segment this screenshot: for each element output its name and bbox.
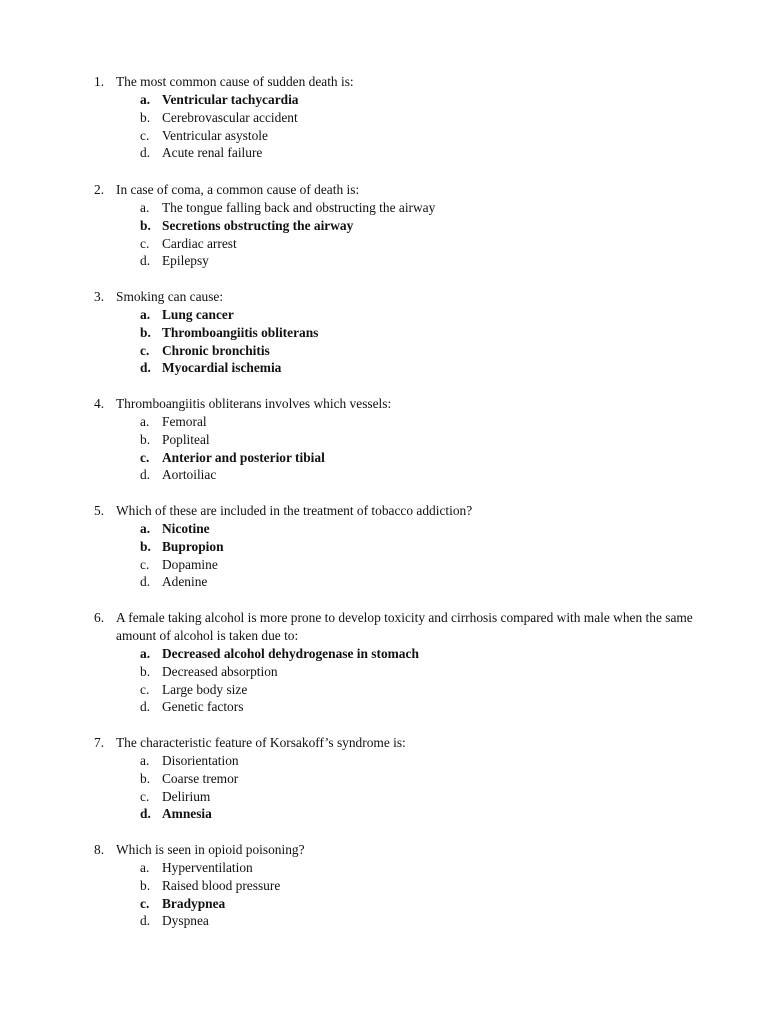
question-stem xyxy=(94,609,694,645)
option-b xyxy=(140,538,694,556)
question-text: Smoking can cause: xyxy=(116,289,224,304)
option-letter: c. xyxy=(140,235,150,251)
option-letter: b. xyxy=(140,217,151,233)
question-4 xyxy=(94,395,694,484)
option-text: The tongue falling back and obstructing the airway xyxy=(162,200,436,215)
option-text: Bupropion xyxy=(162,538,224,554)
option-text: Ventricular tachycardia xyxy=(162,92,299,107)
option-text: Cardiac arrest xyxy=(162,235,237,251)
option-letter: d. xyxy=(140,145,151,161)
option-text: Anterior and posterior tibial xyxy=(162,449,325,465)
question-8 xyxy=(94,841,694,930)
option-c xyxy=(140,342,694,360)
option-d xyxy=(140,698,694,716)
option-b xyxy=(140,324,694,342)
option-text: Femoral xyxy=(162,414,207,429)
option-text: Acute renal failure xyxy=(162,145,263,161)
option-b xyxy=(140,877,694,895)
question-7 xyxy=(94,734,694,823)
option-text: Dyspnea xyxy=(162,913,209,929)
option-letter: c. xyxy=(140,342,150,358)
question-text: Thromboangiitis obliterans involves which vessels: xyxy=(116,396,392,411)
question-2 xyxy=(94,181,694,270)
option-letter: d. xyxy=(140,253,151,269)
option-b xyxy=(140,663,694,681)
option-a xyxy=(140,645,694,663)
question-number: 5. xyxy=(94,503,105,518)
option-letter: c. xyxy=(140,681,150,697)
option-letter: b. xyxy=(140,431,151,447)
option-d xyxy=(140,466,694,484)
option-text: Decreased absorption xyxy=(162,663,278,679)
option-letter: a. xyxy=(140,92,151,107)
option-d xyxy=(140,805,694,823)
question-stem xyxy=(94,502,694,520)
option-text: Lung cancer xyxy=(162,307,234,322)
option-b xyxy=(140,431,694,449)
option-text: Bradypnea xyxy=(162,895,226,911)
option-letter: b. xyxy=(140,663,151,679)
option-text: Aortoiliac xyxy=(162,467,217,483)
question-text: The characteristic feature of Korsakoff’s syndrome is: xyxy=(116,735,406,750)
option-c xyxy=(140,556,694,574)
question-number: 4. xyxy=(94,396,105,411)
question-1 xyxy=(94,73,694,162)
option-a xyxy=(140,91,694,109)
option-c xyxy=(140,449,694,467)
question-stem xyxy=(94,73,694,91)
option-text: Amnesia xyxy=(162,806,212,822)
option-letter: d. xyxy=(140,574,151,590)
option-d xyxy=(140,144,694,162)
option-letter: b. xyxy=(140,538,151,554)
question-5 xyxy=(94,502,694,591)
question-stem xyxy=(94,181,694,199)
option-text: Disorientation xyxy=(162,753,239,768)
option-a xyxy=(140,859,694,877)
option-letter: a. xyxy=(140,860,150,875)
question-stem xyxy=(94,841,694,859)
option-letter: c. xyxy=(140,895,150,911)
option-letter: c. xyxy=(140,449,150,465)
option-d xyxy=(140,912,694,930)
option-text: Large body size xyxy=(162,681,248,697)
question-stem xyxy=(94,734,694,752)
option-text: Decreased alcohol dehydrogenase in stomach xyxy=(162,646,419,661)
question-text: In case of coma, a common cause of death is: xyxy=(116,182,360,197)
option-letter: b. xyxy=(140,770,151,786)
option-text: Thromboangiitis obliterans xyxy=(162,324,319,340)
option-text: Chronic bronchitis xyxy=(162,342,270,358)
option-text: Delirium xyxy=(162,788,211,804)
option-text: Dopamine xyxy=(162,556,218,572)
question-stem xyxy=(94,395,694,413)
question-number: 3. xyxy=(94,289,105,304)
option-letter: d. xyxy=(140,913,151,929)
question-number: 2. xyxy=(94,182,105,197)
option-text: Cerebrovascular accident xyxy=(162,109,298,125)
option-c xyxy=(140,235,694,253)
question-text: A female taking alcohol is more prone to develop toxicity and cirrhosis compared with male when the same amount of alcohol is taken due to: xyxy=(116,610,693,643)
option-d xyxy=(140,359,694,377)
question-stem xyxy=(94,288,694,306)
option-text: Popliteal xyxy=(162,431,210,447)
option-letter: c. xyxy=(140,127,150,143)
option-a xyxy=(140,413,694,431)
option-letter: c. xyxy=(140,556,150,572)
question-number: 6. xyxy=(94,610,105,625)
question-number: 1. xyxy=(94,74,105,89)
option-a xyxy=(140,199,694,217)
option-letter: a. xyxy=(140,200,150,215)
option-text: Raised blood pressure xyxy=(162,877,281,893)
question-3 xyxy=(94,288,694,377)
question-number: 7. xyxy=(94,735,105,750)
option-letter: a. xyxy=(140,414,150,429)
option-a xyxy=(140,752,694,770)
option-d xyxy=(140,573,694,591)
option-c xyxy=(140,788,694,806)
option-text: Coarse tremor xyxy=(162,770,239,786)
option-letter: d. xyxy=(140,806,151,822)
option-text: Hyperventilation xyxy=(162,860,253,875)
option-a xyxy=(140,306,694,324)
option-text: Nicotine xyxy=(162,521,210,536)
question-text: Which is seen in opioid poisoning? xyxy=(116,842,305,857)
question-text: Which of these are included in the treatment of tobacco addiction? xyxy=(116,503,473,518)
option-letter: a. xyxy=(140,646,151,661)
option-letter: d. xyxy=(140,699,151,715)
option-letter: d. xyxy=(140,360,151,376)
option-letter: b. xyxy=(140,877,151,893)
option-letter: a. xyxy=(140,307,151,322)
option-text: Genetic factors xyxy=(162,699,244,715)
question-text: The most common cause of sudden death is: xyxy=(116,74,354,89)
option-text: Secretions obstructing the airway xyxy=(162,217,354,233)
question-number: 8. xyxy=(94,842,105,857)
option-c xyxy=(140,681,694,699)
option-text: Epilepsy xyxy=(162,253,209,269)
option-b xyxy=(140,217,694,235)
option-letter: c. xyxy=(140,788,150,804)
question-6 xyxy=(94,609,694,716)
option-letter: b. xyxy=(140,109,151,125)
option-letter: a. xyxy=(140,521,151,536)
option-d xyxy=(140,252,694,270)
option-b xyxy=(140,109,694,127)
option-c xyxy=(140,895,694,913)
option-a xyxy=(140,520,694,538)
option-text: Ventricular asystole xyxy=(162,127,268,143)
option-text: Adenine xyxy=(162,574,208,590)
option-text: Myocardial ischemia xyxy=(162,360,282,376)
option-c xyxy=(140,127,694,145)
option-letter: a. xyxy=(140,753,150,768)
option-b xyxy=(140,770,694,788)
option-letter: b. xyxy=(140,324,151,340)
option-letter: d. xyxy=(140,467,151,483)
